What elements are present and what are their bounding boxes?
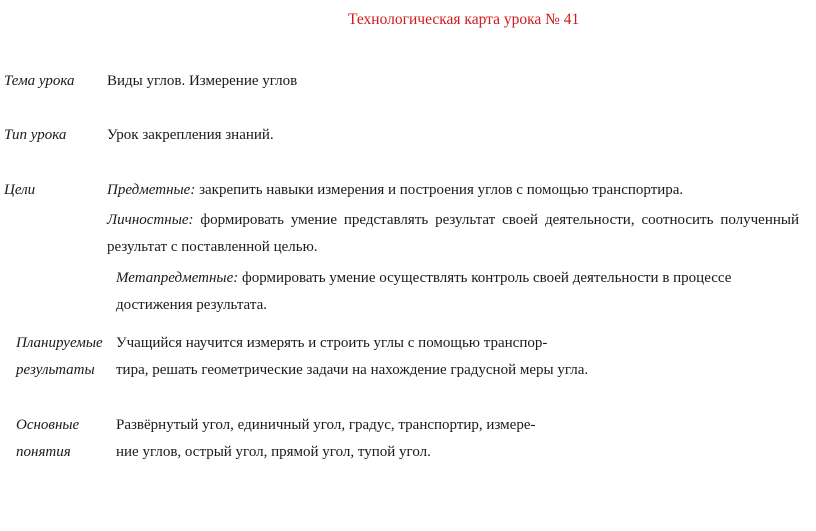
goal-subject-text: закрепить навыки измерения и построения углов с помощью транспортира. [199,182,684,198]
concepts-text-line2: ние углов, острый угол, прямой угол, тупой угол. [116,444,431,460]
goal-subject [107,182,683,199]
concepts-label-line2: понятия [16,444,71,460]
goal-personal-text: формировать умение представлять результат своей деятельности, соотносить полученный [200,212,800,228]
planned-text-line2: тира, решать геометрические задачи на нахождение градусной меры угла. [116,362,589,378]
goals-label: Цели [4,182,36,198]
topic-label: Тема урока [4,73,75,89]
planned-label-line1: Планируемые [16,335,103,351]
goal-meta-prefix: Метапредметные: [116,270,239,286]
topic-value: Виды углов. Измерение углов [107,73,298,89]
page-title: Технологическая карта урока № 41 [348,11,580,28]
goal-subject-prefix: Предметные: [107,182,196,198]
goal-personal-prefix: Личностные: [107,212,194,228]
concepts-text-line1: Развёрнутый угол, единичный угол, градус, транспортир, измере- [116,417,536,433]
concepts-label-line1: Основные [16,417,80,433]
lesson-type-label: Тип урока [4,127,67,143]
planned-label-line2: результаты [16,362,95,378]
goal-personal-line2: результат с поставленной целью. [107,239,318,255]
planned-text-line1: Учащийся научится измерять и строить углы с помощью транспор- [116,335,548,351]
goal-meta-line2: достижения результата. [116,297,267,313]
goal-meta-text: формировать умение осуществлять контроль своей деятельности в процессе [242,270,732,286]
lesson-type-value: Урок закрепления знаний. [107,127,274,143]
goal-personal-line1 [107,212,799,229]
goal-meta-line1 [116,270,731,287]
